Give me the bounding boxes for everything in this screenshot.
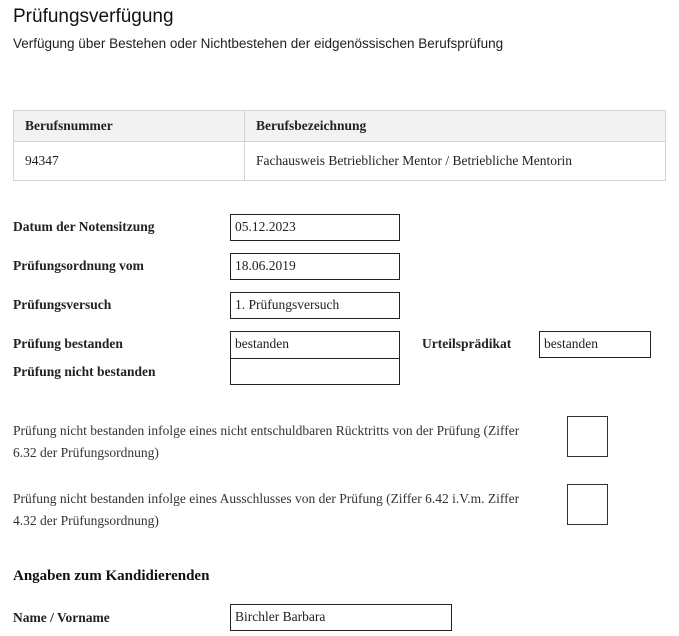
passed-label: Prüfung bestanden: [13, 336, 123, 351]
attempt-field[interactable]: 1. Prüfungsversuch: [230, 292, 400, 319]
verdict-label: Urteilsprädikat: [422, 336, 512, 351]
cell-profession-title: Fachausweis Betrieblicher Mentor / Betriebliche Mentorin: [245, 142, 666, 181]
page-subtitle: Verfügung über Bestehen oder Nichtbestehen der eidgenössischen Berufsprüfung: [13, 36, 504, 51]
withdrawal-text: Prüfung nicht bestanden infolge eines nicht entschuldbaren Rücktritts von der Prüfung (Ziffer 6.32 der Prüfungsordnung): [13, 423, 520, 460]
session-date-label: Datum der Notensitzung: [13, 219, 155, 234]
profession-table: [13, 110, 666, 181]
not-passed-field[interactable]: [230, 358, 400, 385]
candidate-section-heading: Angaben zum Kandidierenden: [13, 568, 210, 584]
name-field[interactable]: Birchler Barbara: [230, 604, 452, 631]
cell-profession-number: 94347: [14, 142, 245, 181]
header-profession-title: Berufsbezeichnung: [245, 111, 666, 142]
not-passed-label: Prüfung nicht bestanden: [13, 364, 156, 379]
exclusion-checkbox[interactable]: [567, 484, 608, 525]
exclusion-text: Prüfung nicht bestanden infolge eines Ausschlusses von der Prüfung (Ziffer 6.42 i.V.m. Ziffer 4.32 der Prüfungsordnung): [13, 491, 520, 528]
table-row: [14, 142, 666, 181]
name-label: Name / Vorname: [13, 610, 110, 625]
passed-field[interactable]: bestanden: [230, 331, 400, 358]
exam-regulation-label: Prüfungsordnung vom: [13, 258, 144, 273]
page-title: Prüfungsverfügung: [13, 6, 174, 27]
withdrawal-checkbox[interactable]: [567, 416, 608, 457]
verdict-field[interactable]: bestanden: [539, 331, 651, 358]
attempt-label: Prüfungsversuch: [13, 297, 112, 312]
header-profession-number: Berufsnummer: [14, 111, 245, 142]
table-header-row: [14, 111, 666, 142]
session-date-field[interactable]: 05.12.2023: [230, 214, 400, 241]
exam-regulation-field[interactable]: 18.06.2019: [230, 253, 400, 280]
